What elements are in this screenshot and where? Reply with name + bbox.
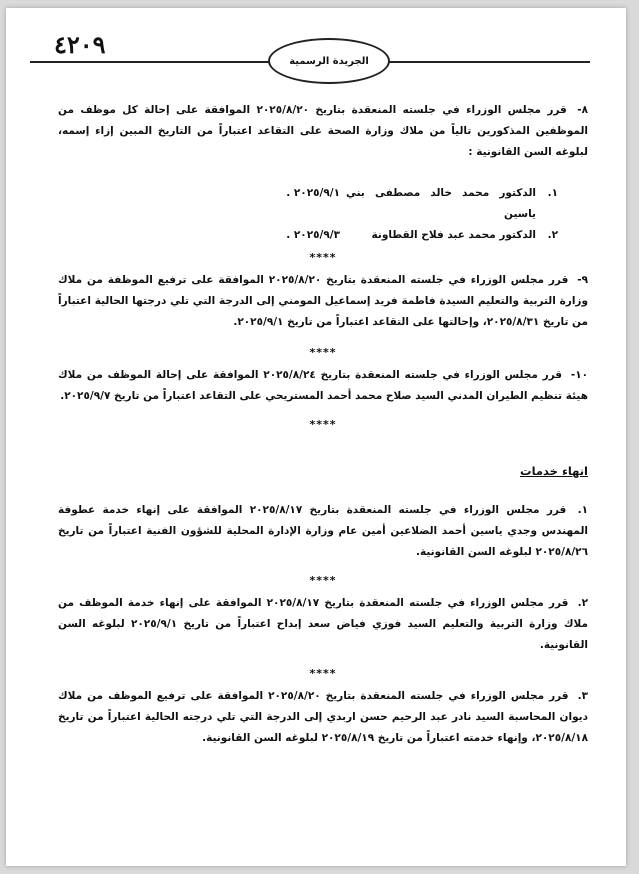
- gazette-title: الجريدة الرسمية: [289, 55, 369, 67]
- retiree-name: الدكتور محمد خالد مصطفى بني ياسين: [346, 187, 536, 220]
- item-number: ٢.: [577, 597, 589, 609]
- paragraph-text: قرر مجلس الوزراء في جلسته المنعقدة بتاريخ ٢٠٢٥/٨/٢٤ الموافقة على إحالة الموظف من ملاك هيئة تنظيم الطيران المدني السيد صلاح محمد أحمد المستريحي على التقاعد اعتباراً من تاريخ ٢٠٢٥/٩/٧.: [58, 369, 588, 402]
- paragraph-text: قرر مجلس الوزراء في جلسته المنعقدة بتاريخ ٢٠٢٥/٨/١٧ الموافقة على إنهاء خدمة الموظف من ملاك وزارة التربية والتعليم السيد فوزي فياض سعد إبداح اعتباراً من تاريخ ٢٠٢٥/٩/١ لبلوغه السن القانونية.: [58, 597, 589, 651]
- gazette-title-emblem: [268, 38, 390, 84]
- gazette-page: [6, 8, 626, 866]
- paragraph-text: قرر مجلس الوزراء في جلسته المنعقدة بتاريخ ٢٠٢٥/٨/٢٠ الموافقة على إحالة كل موظف من الموظفين المذكورين تالياً من ملاك وزارة الصحة على التقاعد اعتباراً من التاريخ المبين إزاء إسمه، لبلوغه السن القانونية :: [58, 104, 588, 158]
- termination-paragraph-1: [58, 500, 588, 563]
- termination-paragraph-3: [58, 686, 588, 749]
- retiree-name: الدكتور محمد عبد فلاح القطاونة: [371, 229, 536, 241]
- separator: ****: [309, 346, 337, 359]
- item-number: ١.: [577, 504, 589, 516]
- decision-paragraph-10: [58, 365, 588, 407]
- page-number: ٤٢٠٩: [54, 30, 106, 59]
- list-item: [58, 225, 558, 246]
- separator: ****: [309, 667, 337, 680]
- separator: ****: [309, 251, 337, 264]
- document-body: [58, 100, 588, 749]
- paragraph-text: قرر مجلس الوزراء في جلسته المنعقدة بتاريخ ٢٠٢٥/٨/٢٠ الموافقة على ترفيع الموظف من ملاك ديوان المحاسبة السيد نادر عبد الرحيم حسن اربدي إلى الدرجة التي تلي درجته الحالية اعتباراً من تاريخ ٢٠٢٥/٨/١٨، وإنهاء خدمته اعتباراً من تاريخ ٢٠٢٥/٨/١٩ لبلوغه السن القانونية.: [58, 690, 588, 744]
- paragraph-text: قرر مجلس الوزراء في جلسته المنعقدة بتاريخ ٢٠٢٥/٨/١٧ الموافقة على إنهاء خدمة عطوفة المهندس وجدي ياسين أحمد الضلاعين أمين عام وزارة الإدارة المحلية للشؤون الفنية اعتباراً من تاريخ ٢٠٢٥/٨/٢٦ لبلوغه السن القانونية.: [58, 504, 588, 558]
- separator: ****: [309, 574, 337, 587]
- termination-paragraph-2: [58, 593, 588, 656]
- list-item: [58, 183, 558, 225]
- section-heading: انهاء خدمات: [520, 464, 588, 478]
- item-number: ٩-: [577, 274, 588, 286]
- item-number: ٣.: [577, 690, 588, 702]
- decision-paragraph-9: [58, 270, 588, 333]
- paragraph-text: قرر مجلس الوزراء في جلسته المنعقدة بتاريخ ٢٠٢٥/٨/٢٠ الموافقة على ترفيع الموظفة من ملاك وزارة التربية والتعليم السيدة فاطمة فريد إسماعيل المومني إلى الدرجة التي تلي درجتها الحالية اعتباراً من تاريخ ٢٠٢٥/٨/٣١، وإحالتها على التقاعد اعتباراً من تاريخ ٢٠٢٥/٩/١.: [58, 274, 588, 328]
- decision-paragraph-8: [58, 100, 588, 163]
- item-number: ١٠-: [570, 369, 589, 381]
- separator: ****: [309, 418, 337, 431]
- list-number: ٢.: [547, 229, 558, 241]
- retiree-list: [58, 183, 558, 246]
- retirement-date: ٢٠٢٥/٩/١ .: [286, 187, 340, 199]
- retirement-date: ٢٠٢٥/٩/٣ .: [286, 229, 340, 241]
- item-number: ٨-: [577, 104, 589, 116]
- list-number: ١.: [547, 187, 558, 199]
